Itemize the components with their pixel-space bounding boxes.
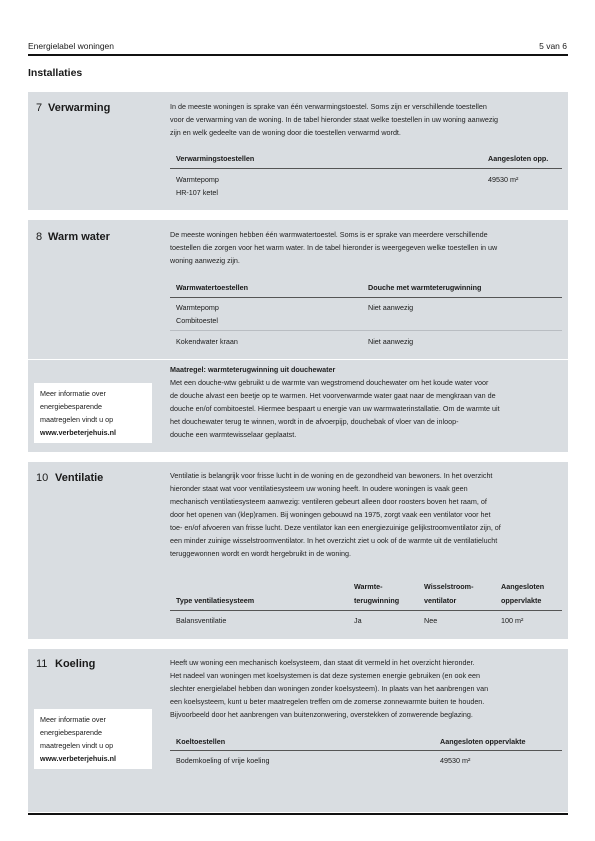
text-line: door het openen van (klep)ramen. Bij woningen gebouwd na 1975, zorgt vaak een ventilator voor het xyxy=(170,510,491,519)
column-header: Douche met warmteterugwinning xyxy=(368,283,482,292)
section-koeling xyxy=(28,649,568,812)
text-line: woning aanwezig zijn. xyxy=(170,256,240,265)
section-intro xyxy=(170,469,562,560)
cell-line: HR-107 ketel xyxy=(176,188,218,197)
section-number: 10 xyxy=(36,472,49,484)
cell-line: Warmtepomp xyxy=(176,175,219,184)
table-cell: Nee xyxy=(424,616,438,625)
header-rule xyxy=(28,54,568,56)
header-line: Aangesloten xyxy=(501,582,545,591)
column-header: Type ventilatiesysteem xyxy=(176,596,255,605)
info-link[interactable]: www.verbeterjehuis.nl xyxy=(40,428,117,437)
info-line: maatregelen vindt u op xyxy=(40,741,114,750)
column-header: Koeltoestellen xyxy=(176,737,226,746)
column-header: Aangesloten oppervlakte xyxy=(440,737,526,746)
table-cell: 49530 m² xyxy=(488,175,519,184)
text-line: hieronder staat wat voor ventilatiesysteem uw woning heeft. In oudere woningen is vaak geen xyxy=(170,484,468,493)
table-cell: 100 m² xyxy=(501,616,524,625)
column-header: Aangesloten opp. xyxy=(488,154,549,163)
header-line: terugwinning xyxy=(354,596,400,605)
section-number: 11 xyxy=(36,658,48,670)
section-intro xyxy=(170,656,562,721)
table-cell: Kokendwater kraan xyxy=(176,337,238,346)
heating-table xyxy=(170,152,562,206)
info-link[interactable]: www.verbeterjehuis.nl xyxy=(40,754,117,763)
table-header-rule xyxy=(170,750,562,751)
section-title: Koeling xyxy=(55,658,96,670)
table-cell: Niet aanwezig xyxy=(368,303,414,312)
info-line: Meer informatie over xyxy=(40,389,106,398)
document-title: Energielabel woningen xyxy=(28,41,115,51)
table-header-rule xyxy=(170,168,562,169)
section-warm-water xyxy=(28,220,568,452)
text-line: een minder zuinige wisselstroomventilator. In het overzicht ziet u ook of de warmte uit de ventilatielucht xyxy=(170,536,498,545)
table-cell: Ja xyxy=(354,616,362,625)
cooling-table xyxy=(170,735,562,775)
table-cell: 49530 m² xyxy=(440,756,471,765)
section-title: Warm water xyxy=(48,231,110,243)
table-cell: Niet aanwezig xyxy=(368,337,414,346)
text-line: In de meeste woningen is sprake van één verwarmingstoestel. Soms zijn er verschillende toestellen xyxy=(170,102,487,111)
table-cell xyxy=(176,301,219,327)
column-header xyxy=(354,582,399,606)
text-line: voor de verwarming van de woning. In de tabel hieronder staat welke toestellen in uw woning aanwezig xyxy=(170,115,499,124)
section-ventilatie xyxy=(28,462,568,639)
text-line: mechanisch ventilatiesysteem aanwezig: ventileren gebeurt alleen door roosters boven het raam, of xyxy=(170,497,487,506)
table-header-rule xyxy=(170,610,562,611)
table-cell xyxy=(176,173,219,199)
text-line: douche en/of combitoestel. Hiermee bespaart u energie van uw warmwaterinstallatie. Om de warmte uit xyxy=(170,404,500,413)
column-header: Verwarmingstoestellen xyxy=(176,154,255,163)
header-line: oppervlakte xyxy=(501,596,542,605)
hot-water-table xyxy=(170,280,562,354)
text-line: De meeste woningen hebben één warmwatertoestel. Soms is er sprake van meerdere verschillende xyxy=(170,230,488,239)
ventilation-table xyxy=(170,576,562,634)
section-intro xyxy=(170,100,562,139)
info-line: energiebesparende xyxy=(40,402,102,411)
page-title: Installaties xyxy=(28,67,83,79)
text-line: de douche alvast een beetje op te warmen. Het voorverwarmde water gaat naar de mengkraan van de xyxy=(170,391,496,400)
text-line: Met een douche-wtw gebruikt u de warmte van wegstromend douchewater om het koude water voor xyxy=(170,378,489,387)
info-line: maatregelen vindt u op xyxy=(40,415,114,424)
text-line: Bijvoorbeeld door het aanbrengen van buitenzonwering, overstekken of zonwerende beglazing. xyxy=(170,710,473,719)
section-number: 8 xyxy=(36,231,43,243)
section-number: 7 xyxy=(36,102,43,114)
page-number: 5 van 6 xyxy=(539,41,567,51)
cell-line: Warmtepomp xyxy=(176,303,219,312)
header-line: Wisselstroom- xyxy=(424,582,474,591)
column-header xyxy=(501,582,544,606)
info-line: energiebesparende xyxy=(40,728,102,737)
text-line: teruggewonnen wordt en wordt hergebruikt in de woning. xyxy=(170,549,352,558)
text-line: zijn en welk gedeelte van de woning door die toestellen verwarmd wordt. xyxy=(170,128,401,137)
text-line: slechter energielabel hebben dan woningen zonder koelsysteem). In plaats van het aanbrengen van xyxy=(170,684,489,693)
table-row-rule xyxy=(170,330,562,331)
text-line: het douchewater terug te winnen, wordt in de afvoerpijp, douchebak of vloer van de inloop- xyxy=(170,417,459,426)
text-line: Ventilatie is belangrijk voor frisse lucht in de woning en de gezondheid van bewoners. In het overzicht xyxy=(170,471,493,480)
text-line: toestellen die zorgen voor het warm water. In de tabel hieronder is weergegeven welke toestellen in uw xyxy=(170,243,498,252)
measure-title: Maatregel: warmteterugwinning uit douchewater xyxy=(170,365,336,374)
header-line: ventilator xyxy=(424,596,457,605)
text-line: Het nadeel van woningen met koelsystemen is dat deze systemen energie gebruiken (en ook een xyxy=(170,671,481,680)
info-box xyxy=(34,709,152,769)
section-divider xyxy=(28,359,568,360)
cell-line: Combitoestel xyxy=(176,316,218,325)
column-header: Warmwatertoestellen xyxy=(176,283,249,292)
section-verwarming xyxy=(28,92,568,210)
measure-block xyxy=(170,363,562,441)
column-header xyxy=(424,582,473,606)
text-line: toe- en/of afvoeren van frisse lucht. Deze ventilator kan een energiezuinige gelijkstroomventilator zijn, of xyxy=(170,523,501,532)
text-line: Heeft uw woning een mechanisch koelsysteem, dan staat dit vermeld in het overzicht hieronder. xyxy=(170,658,475,667)
text-line: een koelsysteem, kunt u beter maatregelen treffen om de zomerse zonnewarmte buiten te houden. xyxy=(170,697,485,706)
text-line: douche een warmtewisselaar geplaatst. xyxy=(170,430,297,439)
section-title: Verwarming xyxy=(48,102,111,114)
table-cell: Balansventilatie xyxy=(176,616,227,625)
info-line: Meer informatie over xyxy=(40,715,106,724)
section-title: Ventilatie xyxy=(55,472,104,484)
header-line: Warmte- xyxy=(354,582,383,591)
table-cell: Bodemkoeling of vrije koeling xyxy=(176,756,270,765)
info-box xyxy=(34,383,152,443)
table-header-rule xyxy=(170,297,562,298)
footer-rule xyxy=(28,813,568,815)
section-intro xyxy=(170,228,562,267)
